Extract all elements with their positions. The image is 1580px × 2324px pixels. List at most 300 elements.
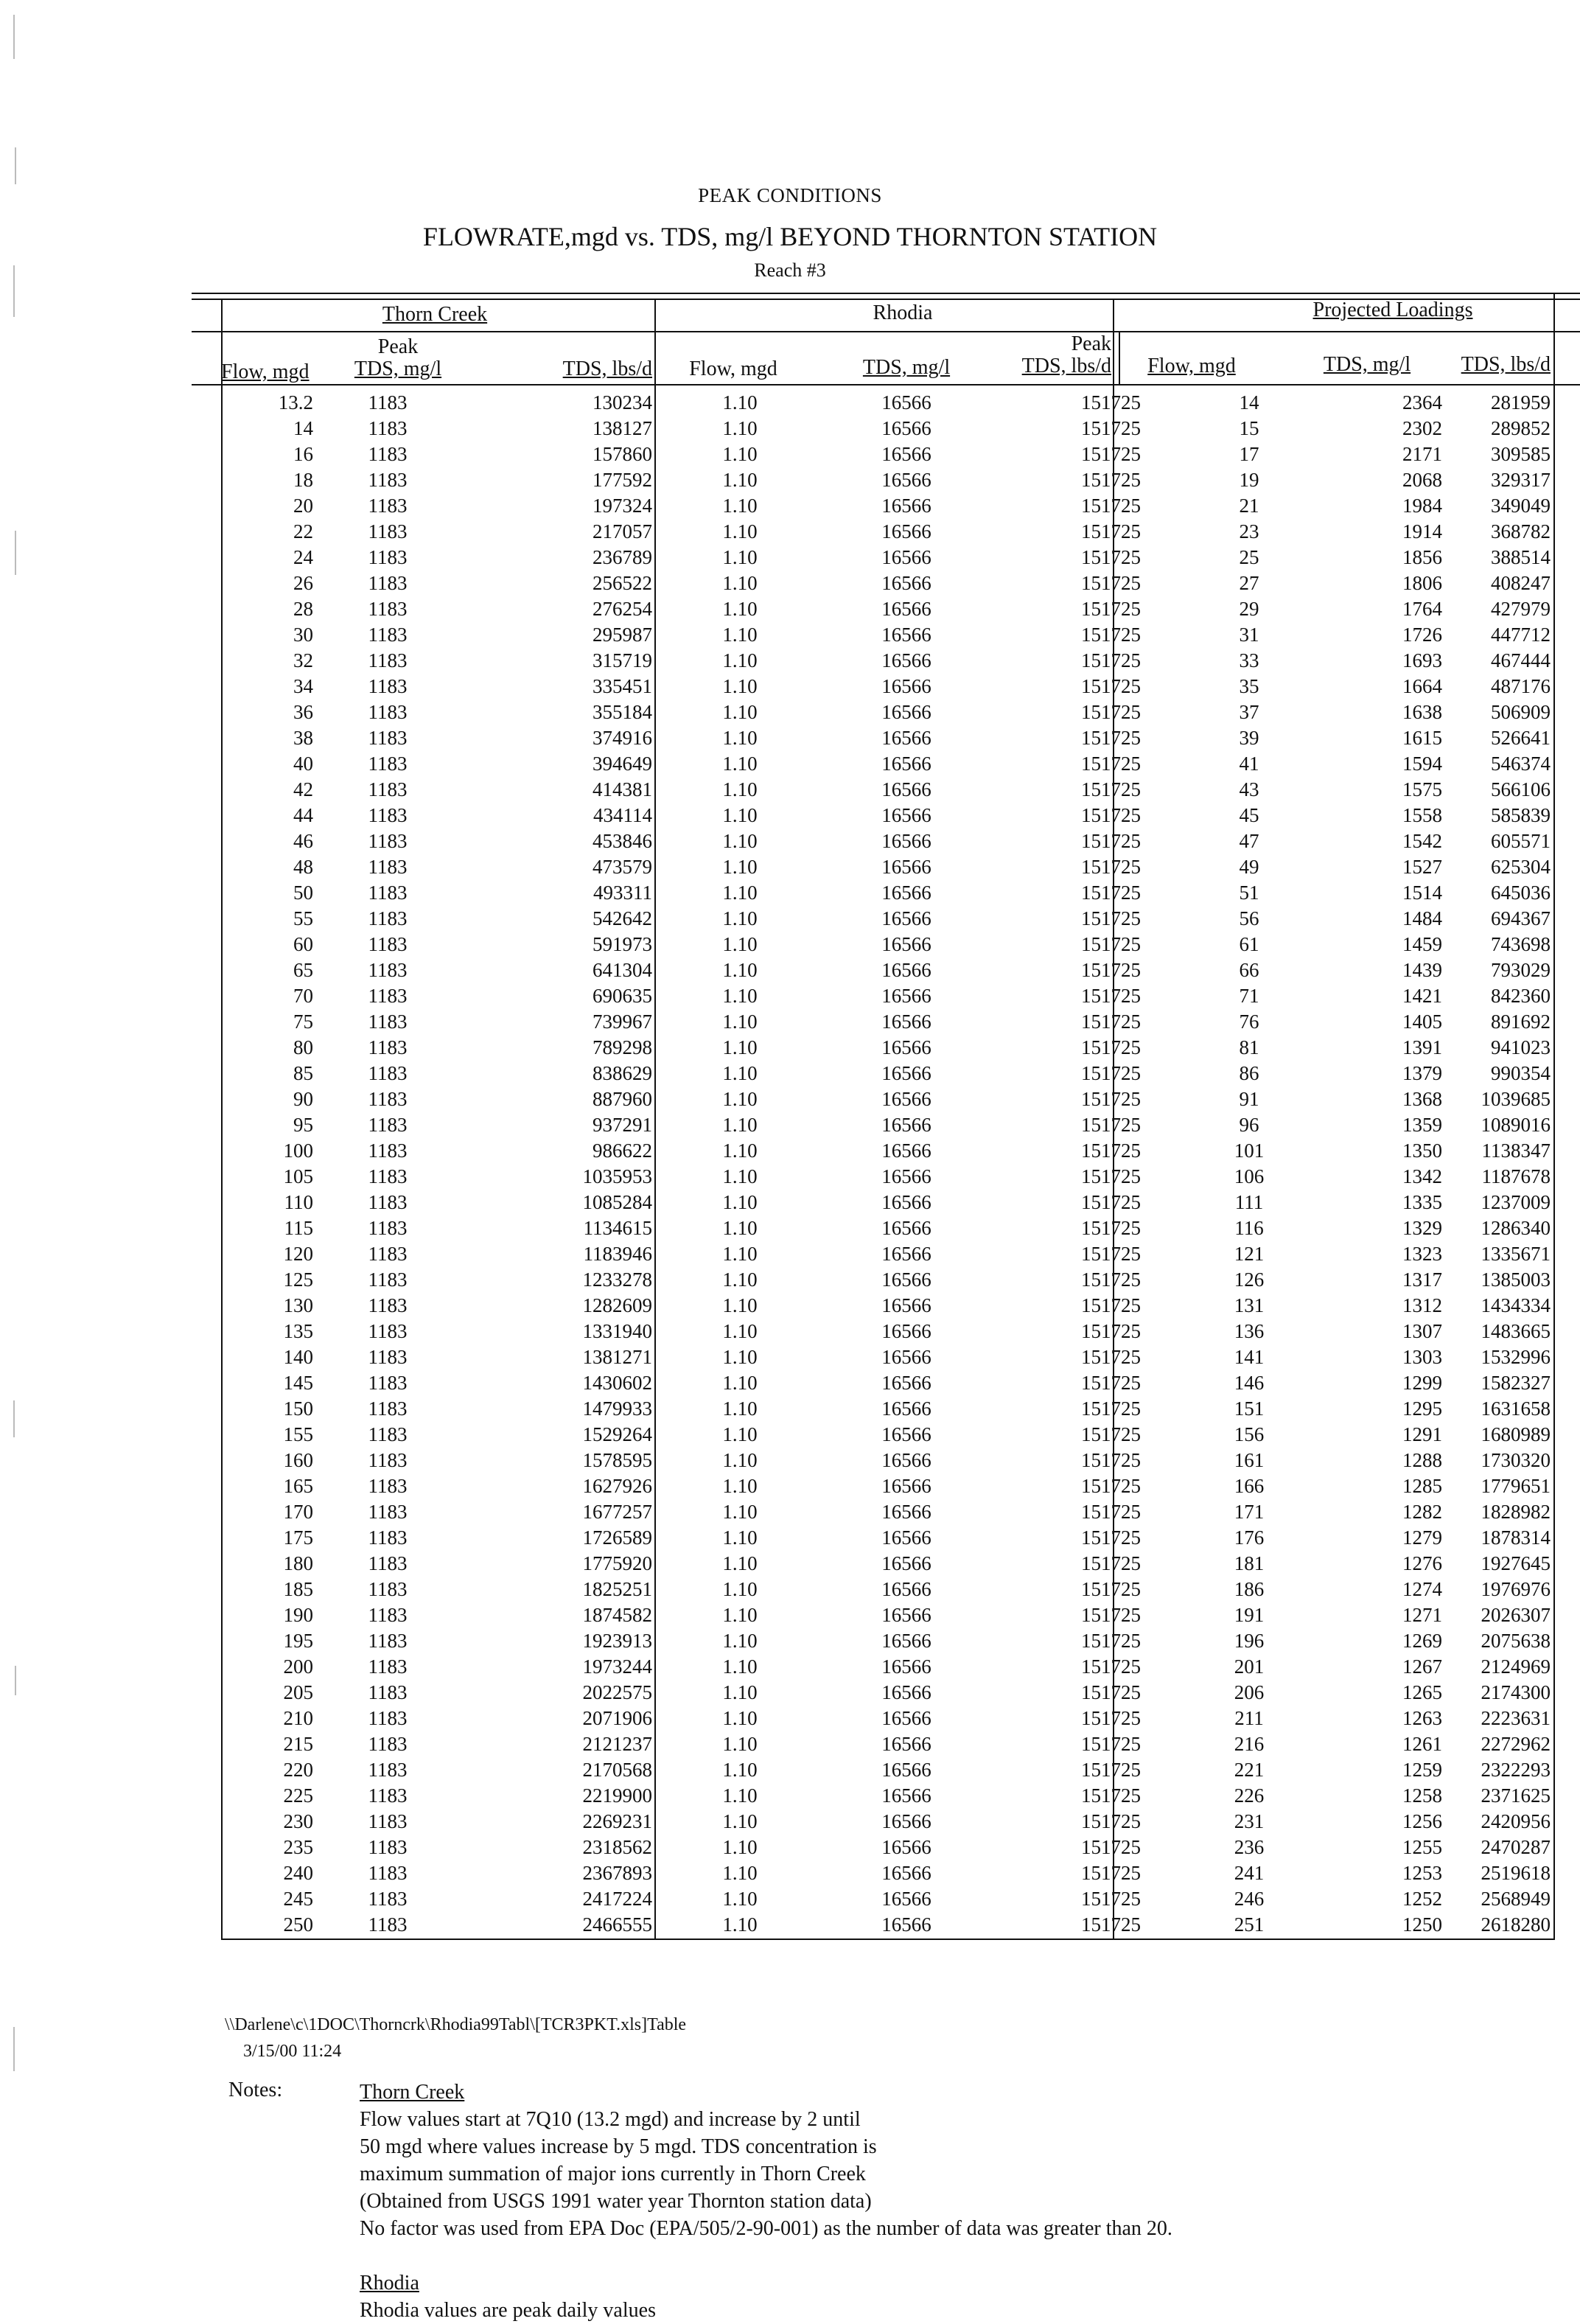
table-cell: 1.10 bbox=[722, 1191, 758, 1213]
table-cell: 1317 bbox=[1402, 1269, 1442, 1291]
table-cell: 309585 bbox=[1491, 443, 1551, 465]
table-cell: 1631658 bbox=[1481, 1397, 1551, 1420]
table-cell: 453846 bbox=[592, 830, 652, 852]
table-cell: 349049 bbox=[1491, 495, 1551, 517]
table-cell: 1252 bbox=[1402, 1888, 1442, 1910]
table-cell: 230 bbox=[283, 1810, 313, 1832]
scan-mark bbox=[13, 265, 15, 317]
table-cell: 789298 bbox=[592, 1036, 652, 1058]
table-cell: 170 bbox=[283, 1501, 313, 1523]
table-cell: 1.10 bbox=[722, 856, 758, 878]
table-cell: 1183 bbox=[368, 1088, 408, 1110]
table-cell: 1.10 bbox=[722, 1217, 758, 1239]
table-cell: 1439 bbox=[1402, 959, 1442, 981]
table-row bbox=[221, 1733, 1555, 1759]
col-rh-tds: TDS, mg/l bbox=[862, 356, 951, 379]
table-cell: 151725 bbox=[1081, 1088, 1141, 1110]
table-row bbox=[221, 1475, 1555, 1501]
table-cell: 1089016 bbox=[1481, 1114, 1551, 1136]
table-cell: 1.10 bbox=[722, 1140, 758, 1162]
table-cell: 151725 bbox=[1081, 1552, 1141, 1574]
table-cell: 1259 bbox=[1402, 1759, 1442, 1781]
table-cell: 151725 bbox=[1081, 1243, 1141, 1265]
table-cell: 151725 bbox=[1081, 1062, 1141, 1084]
table-cell: 1183 bbox=[368, 1372, 408, 1394]
table-cell: 151725 bbox=[1081, 1114, 1141, 1136]
table-cell: 1271 bbox=[1402, 1604, 1442, 1626]
table-cell: 1.10 bbox=[722, 1862, 758, 1884]
notes-line: No factor was used from EPA Doc (EPA/505/2-90-001) as the number of data was greater than 20. bbox=[360, 2217, 1172, 2240]
table-cell: 1183 bbox=[368, 753, 408, 775]
table-row bbox=[221, 1217, 1555, 1243]
table-cell: 1183 bbox=[368, 1062, 408, 1084]
table-cell: 1253 bbox=[1402, 1862, 1442, 1884]
table-cell: 1.10 bbox=[722, 1552, 758, 1574]
table-cell: 185 bbox=[283, 1578, 313, 1600]
table-cell: 126 bbox=[1234, 1269, 1265, 1291]
table-cell: 1764 bbox=[1402, 598, 1442, 620]
table-cell: 2302 bbox=[1402, 417, 1442, 439]
table-cell: 16566 bbox=[881, 1655, 931, 1678]
table-cell: 151725 bbox=[1081, 753, 1141, 775]
table-cell: 151725 bbox=[1081, 546, 1141, 568]
table-cell: 1183 bbox=[368, 1114, 408, 1136]
table-cell: 20 bbox=[293, 495, 313, 517]
table-cell: 493311 bbox=[593, 882, 652, 904]
table-cell: 506909 bbox=[1491, 701, 1551, 723]
table-row bbox=[221, 1191, 1555, 1217]
table-cell: 16566 bbox=[881, 1784, 931, 1807]
table-cell: 16566 bbox=[881, 1552, 931, 1574]
table-cell: 1183 bbox=[368, 1191, 408, 1213]
table-cell: 2121237 bbox=[582, 1733, 652, 1755]
table-cell: 1183 bbox=[368, 804, 408, 826]
table-cell: 16 bbox=[293, 443, 313, 465]
table-cell: 1.10 bbox=[722, 1475, 758, 1497]
table-cell: 41 bbox=[1239, 753, 1259, 775]
table-cell: 121 bbox=[1234, 1243, 1265, 1265]
table-cell: 1529264 bbox=[582, 1423, 652, 1445]
table-cell: 16566 bbox=[881, 649, 931, 671]
table-cell: 16566 bbox=[881, 1243, 931, 1265]
table-cell: 30 bbox=[293, 624, 313, 646]
table-cell: 40 bbox=[293, 753, 313, 775]
table-cell: 151725 bbox=[1081, 1733, 1141, 1755]
table-cell: 151725 bbox=[1081, 1759, 1141, 1781]
table-cell: 151725 bbox=[1081, 727, 1141, 749]
table-row bbox=[221, 469, 1555, 495]
table-cell: 1484 bbox=[1402, 907, 1442, 929]
table-cell: 151725 bbox=[1081, 1397, 1141, 1420]
table-cell: 16566 bbox=[881, 1604, 931, 1626]
table-row bbox=[221, 1552, 1555, 1578]
table-cell: 2022575 bbox=[582, 1681, 652, 1703]
table-cell: 33 bbox=[1239, 649, 1259, 671]
table-cell: 2223631 bbox=[1481, 1707, 1551, 1729]
table-cell: 16566 bbox=[881, 598, 931, 620]
table-cell: 16566 bbox=[881, 1011, 931, 1033]
table-row bbox=[221, 598, 1555, 624]
table-cell: 1775920 bbox=[582, 1552, 652, 1574]
table-cell: 1138347 bbox=[1481, 1140, 1551, 1162]
table-cell: 1368 bbox=[1402, 1088, 1442, 1110]
table-cell: 1183 bbox=[368, 1655, 408, 1678]
table-cell: 487176 bbox=[1491, 675, 1551, 697]
table-cell: 16566 bbox=[881, 985, 931, 1007]
table-cell: 246 bbox=[1234, 1888, 1265, 1910]
table-cell: 49 bbox=[1239, 856, 1259, 878]
table-cell: 66 bbox=[1239, 959, 1259, 981]
table-cell: 32 bbox=[293, 649, 313, 671]
table-cell: 81 bbox=[1239, 1036, 1259, 1058]
table-cell: 251 bbox=[1234, 1913, 1265, 1936]
table-cell: 842360 bbox=[1491, 985, 1551, 1007]
table-cell: 151725 bbox=[1081, 907, 1141, 929]
table-cell: 289852 bbox=[1491, 417, 1551, 439]
table-cell: 694367 bbox=[1491, 907, 1551, 929]
table-cell: 1594 bbox=[1402, 753, 1442, 775]
table-cell: 23 bbox=[1239, 520, 1259, 542]
table-cell: 1183946 bbox=[583, 1243, 652, 1265]
table-cell: 28 bbox=[293, 598, 313, 620]
table-cell: 16566 bbox=[881, 1036, 931, 1058]
page-heading: PEAK CONDITIONS bbox=[698, 184, 882, 206]
table-cell: 1.10 bbox=[722, 778, 758, 800]
table-cell: 65 bbox=[293, 959, 313, 981]
table-cell: 16566 bbox=[881, 1294, 931, 1316]
table-cell: 1269 bbox=[1402, 1630, 1442, 1652]
table-cell: 2466555 bbox=[582, 1913, 652, 1936]
table-cell: 1.10 bbox=[722, 391, 758, 413]
table-cell: 151725 bbox=[1081, 1449, 1141, 1471]
table-cell: 1233278 bbox=[582, 1269, 652, 1291]
table-cell: 151725 bbox=[1081, 1140, 1141, 1162]
table-cell: 1381271 bbox=[582, 1346, 652, 1368]
table-cell: 329317 bbox=[1491, 469, 1551, 491]
table-cell: 2371625 bbox=[1481, 1784, 1551, 1807]
table-cell: 16566 bbox=[881, 1423, 931, 1445]
table-cell: 210 bbox=[283, 1707, 313, 1729]
table-cell: 1323 bbox=[1402, 1243, 1442, 1265]
table-cell: 151725 bbox=[1081, 1011, 1141, 1033]
table-cell: 1.10 bbox=[722, 1913, 758, 1936]
table-cell: 240 bbox=[283, 1862, 313, 1884]
table-cell: 1183 bbox=[368, 624, 408, 646]
table-cell: 1183 bbox=[368, 1810, 408, 1832]
table-cell: 1183 bbox=[368, 1011, 408, 1033]
table-cell: 16566 bbox=[881, 1269, 931, 1291]
table-cell: 408247 bbox=[1491, 572, 1551, 594]
table-row bbox=[221, 1913, 1555, 1939]
table-cell: 1183 bbox=[368, 1526, 408, 1549]
table-cell: 937291 bbox=[592, 1114, 652, 1136]
table-cell: 1.10 bbox=[722, 1449, 758, 1471]
table-cell: 140 bbox=[283, 1346, 313, 1368]
table-cell: 2269231 bbox=[582, 1810, 652, 1832]
table-cell: 2322293 bbox=[1481, 1759, 1551, 1781]
table-cell: 1.10 bbox=[722, 701, 758, 723]
table-cell: 1183 bbox=[368, 1140, 408, 1162]
table-cell: 1421 bbox=[1402, 985, 1442, 1007]
table-cell: 151725 bbox=[1081, 1655, 1141, 1678]
table-cell: 91 bbox=[1239, 1088, 1259, 1110]
table-row bbox=[221, 985, 1555, 1011]
table-cell: 60 bbox=[293, 933, 313, 955]
table-cell: 1730320 bbox=[1481, 1449, 1551, 1471]
table-cell: 1183 bbox=[368, 1578, 408, 1600]
table-cell: 1.10 bbox=[722, 1294, 758, 1316]
table-cell: 1274 bbox=[1402, 1578, 1442, 1600]
table-cell: 1183 bbox=[368, 1630, 408, 1652]
table-cell: 1806 bbox=[1402, 572, 1442, 594]
table-cell: 1430602 bbox=[582, 1372, 652, 1394]
table-cell: 1331940 bbox=[582, 1320, 652, 1342]
table-cell: 1261 bbox=[1402, 1733, 1442, 1755]
table-cell: 151725 bbox=[1081, 675, 1141, 697]
table-cell: 739967 bbox=[592, 1011, 652, 1033]
table-cell: 1282609 bbox=[582, 1294, 652, 1316]
table-cell: 36 bbox=[293, 701, 313, 723]
table-cell: 1183 bbox=[368, 1836, 408, 1858]
table-cell: 1726 bbox=[1402, 624, 1442, 646]
table-cell: 157860 bbox=[592, 443, 652, 465]
table-cell: 1307 bbox=[1402, 1320, 1442, 1342]
table-cell: 16566 bbox=[881, 1578, 931, 1600]
table-cell: 1.10 bbox=[722, 1269, 758, 1291]
table-cell: 2071906 bbox=[582, 1707, 652, 1729]
notes-line: Rhodia values are peak daily values bbox=[360, 2299, 656, 2322]
table-cell: 16566 bbox=[881, 1191, 931, 1213]
table-cell: 1183 bbox=[368, 649, 408, 671]
table-cell: 1.10 bbox=[722, 1733, 758, 1755]
table-cell: 566106 bbox=[1491, 778, 1551, 800]
scan-mark bbox=[15, 147, 16, 184]
table-row bbox=[221, 1759, 1555, 1784]
table-cell: 355184 bbox=[592, 701, 652, 723]
table-cell: 151725 bbox=[1081, 1862, 1141, 1884]
table-cell: 100 bbox=[283, 1140, 313, 1162]
table-cell: 1183 bbox=[368, 1346, 408, 1368]
table-cell: 16566 bbox=[881, 1707, 931, 1729]
table-cell: 641304 bbox=[592, 959, 652, 981]
table-cell: 151725 bbox=[1081, 1320, 1141, 1342]
table-cell: 151725 bbox=[1081, 1578, 1141, 1600]
table-cell: 16566 bbox=[881, 933, 931, 955]
table-cell: 111 bbox=[1234, 1191, 1264, 1213]
table-cell: 1295 bbox=[1402, 1397, 1442, 1420]
table-cell: 16566 bbox=[881, 1862, 931, 1884]
table-cell: 151725 bbox=[1081, 1526, 1141, 1549]
table-cell: 151725 bbox=[1081, 1036, 1141, 1058]
table-row bbox=[221, 1036, 1555, 1062]
table-cell: 34 bbox=[293, 675, 313, 697]
table-cell: 1.10 bbox=[722, 1578, 758, 1600]
table-row bbox=[221, 727, 1555, 753]
table-cell: 1183 bbox=[368, 1784, 408, 1807]
table-cell: 1627926 bbox=[582, 1475, 652, 1497]
table-cell: 394649 bbox=[592, 753, 652, 775]
table-cell: 151725 bbox=[1081, 1191, 1141, 1213]
table-row bbox=[221, 520, 1555, 546]
table-cell: 2367893 bbox=[582, 1862, 652, 1884]
table-cell: 1483665 bbox=[1481, 1320, 1551, 1342]
table-cell: 19 bbox=[1239, 469, 1259, 491]
table-cell: 1183 bbox=[368, 778, 408, 800]
table-row bbox=[221, 1578, 1555, 1604]
table-cell: 2219900 bbox=[582, 1784, 652, 1807]
table-cell: 1.10 bbox=[722, 1243, 758, 1265]
table-cell: 151725 bbox=[1081, 1269, 1141, 1291]
table-row bbox=[221, 1011, 1555, 1036]
table-row bbox=[221, 391, 1555, 417]
table-cell: 1.10 bbox=[722, 1423, 758, 1445]
table-cell: 241 bbox=[1234, 1862, 1265, 1884]
table-cell: 2272962 bbox=[1481, 1733, 1551, 1755]
table-row bbox=[221, 1114, 1555, 1140]
table-cell: 191 bbox=[1234, 1604, 1265, 1626]
col-tc-tds: TDS, mg/l bbox=[354, 357, 442, 380]
table-cell: 645036 bbox=[1491, 882, 1551, 904]
table-cell: 16566 bbox=[881, 1888, 931, 1910]
table-cell: 2417224 bbox=[582, 1888, 652, 1910]
table-row bbox=[221, 1888, 1555, 1913]
notes-label: Notes: bbox=[228, 2079, 283, 2101]
table-row bbox=[221, 701, 1555, 727]
table-cell: 27 bbox=[1239, 572, 1259, 594]
table-cell: 1183 bbox=[368, 907, 408, 929]
table-cell: 151 bbox=[1234, 1397, 1265, 1420]
table-row bbox=[221, 1062, 1555, 1088]
table-cell: 48 bbox=[293, 856, 313, 878]
table-cell: 1.10 bbox=[722, 598, 758, 620]
table-cell: 151725 bbox=[1081, 598, 1141, 620]
table-cell: 1514 bbox=[1402, 882, 1442, 904]
table-cell: 1.10 bbox=[722, 1810, 758, 1832]
table-cell: 51 bbox=[1239, 882, 1259, 904]
table-cell: 1615 bbox=[1402, 727, 1442, 749]
table-cell: 151725 bbox=[1081, 830, 1141, 852]
table-cell: 1.10 bbox=[722, 1088, 758, 1110]
table-cell: 1276 bbox=[1402, 1552, 1442, 1574]
table-cell: 16566 bbox=[881, 1140, 931, 1162]
table-cell: 1303 bbox=[1402, 1346, 1442, 1368]
table-cell: 16566 bbox=[881, 1346, 931, 1368]
table-cell: 1183 bbox=[368, 1217, 408, 1239]
table-cell: 120 bbox=[283, 1243, 313, 1265]
table-cell: 35 bbox=[1239, 675, 1259, 697]
table-cell: 96 bbox=[1239, 1114, 1259, 1136]
table-cell: 26 bbox=[293, 572, 313, 594]
table-cell: 793029 bbox=[1491, 959, 1551, 981]
table-cell: 1914 bbox=[1402, 520, 1442, 542]
table-cell: 16566 bbox=[881, 804, 931, 826]
table-row bbox=[221, 1397, 1555, 1423]
table-cell: 1265 bbox=[1402, 1681, 1442, 1703]
table-cell: 16566 bbox=[881, 1114, 931, 1136]
table-cell: 16566 bbox=[881, 675, 931, 697]
table-cell: 16566 bbox=[881, 1810, 931, 1832]
table-cell: 1.10 bbox=[722, 1836, 758, 1858]
table-cell: 1.10 bbox=[722, 1165, 758, 1187]
table-cell: 151725 bbox=[1081, 443, 1141, 465]
table-cell: 16566 bbox=[881, 1913, 931, 1936]
scan-mark bbox=[15, 1666, 16, 1695]
table-cell: 1285 bbox=[1402, 1475, 1442, 1497]
table-cell: 151725 bbox=[1081, 856, 1141, 878]
table-cell: 1.10 bbox=[722, 1655, 758, 1678]
table-cell: 1258 bbox=[1402, 1784, 1442, 1807]
table-cell: 24 bbox=[293, 546, 313, 568]
table-cell: 1638 bbox=[1402, 701, 1442, 723]
table-cell: 205 bbox=[283, 1681, 313, 1703]
table-cell: 1183 bbox=[368, 572, 408, 594]
table-cell: 1542 bbox=[1402, 830, 1442, 852]
table-cell: 1.10 bbox=[722, 1346, 758, 1368]
table-cell: 1.10 bbox=[722, 1397, 758, 1420]
table-cell: 211 bbox=[1234, 1707, 1264, 1729]
table-cell: 990354 bbox=[1491, 1062, 1551, 1084]
table-cell: 151725 bbox=[1081, 1294, 1141, 1316]
table-cell: 1.10 bbox=[722, 624, 758, 646]
table-cell: 2364 bbox=[1402, 391, 1442, 413]
col-tc-lbs: TDS, lbs/d bbox=[562, 357, 652, 380]
table-cell: 235 bbox=[283, 1836, 313, 1858]
table-cell: 151725 bbox=[1081, 1630, 1141, 1652]
table-cell: 1.10 bbox=[722, 1501, 758, 1523]
table-cell: 388514 bbox=[1491, 546, 1551, 568]
table-cell: 374916 bbox=[592, 727, 652, 749]
table-cell: 1.10 bbox=[722, 985, 758, 1007]
table-cell: 130 bbox=[283, 1294, 313, 1316]
table-cell: 216 bbox=[1234, 1733, 1265, 1755]
table-cell: 16566 bbox=[881, 1449, 931, 1471]
table-cell: 368782 bbox=[1491, 520, 1551, 542]
table-cell: 1828982 bbox=[1481, 1501, 1551, 1523]
table-row bbox=[221, 778, 1555, 804]
table-cell: 447712 bbox=[1491, 624, 1551, 646]
table-row bbox=[221, 572, 1555, 598]
table-cell: 1312 bbox=[1402, 1294, 1442, 1316]
table-cell: 136 bbox=[1234, 1320, 1265, 1342]
table-cell: 75 bbox=[293, 1011, 313, 1033]
table-cell: 16566 bbox=[881, 701, 931, 723]
table-cell: 16566 bbox=[881, 1165, 931, 1187]
table-row bbox=[221, 546, 1555, 572]
table-cell: 151725 bbox=[1081, 1501, 1141, 1523]
group-thorn-creek: Thorn Creek bbox=[382, 303, 488, 326]
table-cell: 16566 bbox=[881, 1733, 931, 1755]
table-cell: 1.10 bbox=[722, 1011, 758, 1033]
table-cell: 1183 bbox=[368, 1475, 408, 1497]
table-cell: 1664 bbox=[1402, 675, 1442, 697]
table-cell: 46 bbox=[293, 830, 313, 852]
table-cell: 1.10 bbox=[722, 1784, 758, 1807]
table-cell: 1335671 bbox=[1481, 1243, 1551, 1265]
table-cell: 2170568 bbox=[582, 1759, 652, 1781]
table-cell: 1183 bbox=[368, 1165, 408, 1187]
scan-mark bbox=[15, 531, 16, 575]
table-row bbox=[221, 856, 1555, 882]
table-cell: 47 bbox=[1239, 830, 1259, 852]
table-row bbox=[221, 417, 1555, 443]
table-cell: 1.10 bbox=[722, 572, 758, 594]
table-cell: 151725 bbox=[1081, 701, 1141, 723]
table-cell: 1677257 bbox=[582, 1501, 652, 1523]
table-cell: 1.10 bbox=[722, 1630, 758, 1652]
table-cell: 1183 bbox=[368, 520, 408, 542]
table-row bbox=[221, 495, 1555, 520]
table-cell: 38 bbox=[293, 727, 313, 749]
